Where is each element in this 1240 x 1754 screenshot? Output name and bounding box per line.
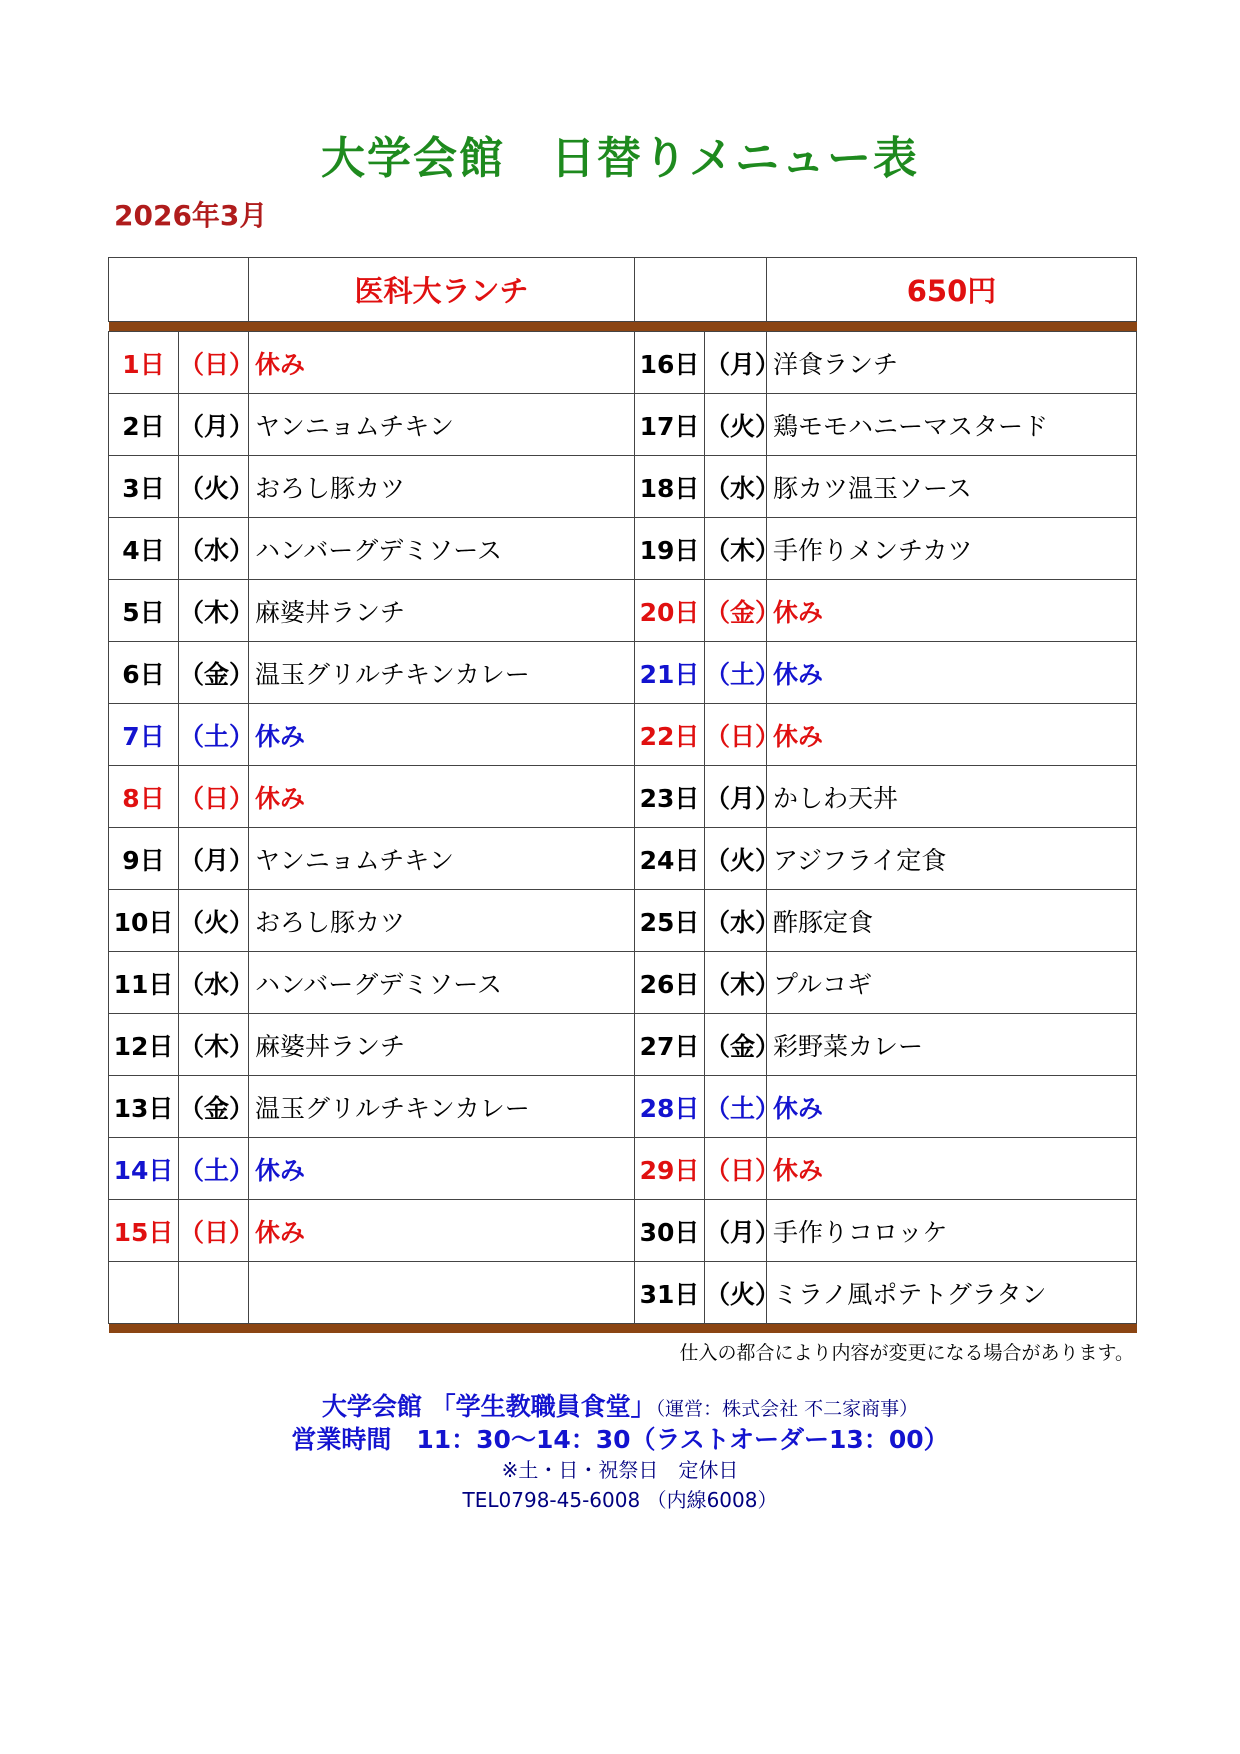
table-row xyxy=(109,1262,1137,1324)
weekday-cell: （水） xyxy=(179,518,249,580)
table-row xyxy=(109,456,1137,518)
table-row xyxy=(109,766,1137,828)
day-cell: 12日 xyxy=(109,1014,179,1076)
table-row xyxy=(109,642,1137,704)
day-cell: 11日 xyxy=(109,952,179,1014)
day-cell: 22日 xyxy=(635,704,705,766)
weekday-cell: （土） xyxy=(705,1076,767,1138)
menu-table xyxy=(108,257,1137,1333)
weekday-cell: （火） xyxy=(705,828,767,890)
weekday-cell: （月） xyxy=(705,1200,767,1262)
day-cell: 29日 xyxy=(635,1138,705,1200)
weekday-cell xyxy=(179,1262,249,1324)
menu-cell: おろし豚カツ xyxy=(249,890,635,952)
weekday-cell: （木） xyxy=(179,1014,249,1076)
menu-cell: プルコギ xyxy=(767,952,1137,1014)
closed-days: ※土・日・祝祭日 定休日 xyxy=(501,1458,739,1482)
weekday-cell: （日） xyxy=(705,1138,767,1200)
day-cell: 24日 xyxy=(635,828,705,890)
weekday-cell: （日） xyxy=(705,704,767,766)
footer-brown-band xyxy=(109,1324,1137,1334)
weekday-cell: （火） xyxy=(179,456,249,518)
menu-cell: 手作りコロッケ xyxy=(767,1200,1137,1262)
menu-cell: ハンバーグデミソース xyxy=(249,952,635,1014)
day-cell: 31日 xyxy=(635,1262,705,1324)
weekday-cell: （月） xyxy=(179,394,249,456)
header-price: 650円 xyxy=(767,258,1137,322)
day-cell: 9日 xyxy=(109,828,179,890)
business-hours: 営業時間 11：30～14：30（ラストオーダー13：00） xyxy=(291,1425,949,1454)
table-row xyxy=(109,1200,1137,1262)
page-title: 大学会館 日替りメニュー表 xyxy=(321,133,919,184)
table-row xyxy=(109,704,1137,766)
table-row xyxy=(109,1014,1137,1076)
menu-cell: かしわ天丼 xyxy=(767,766,1137,828)
weekday-cell: （土） xyxy=(705,642,767,704)
weekday-cell: （木） xyxy=(705,518,767,580)
weekday-cell: （金） xyxy=(705,1014,767,1076)
menu-cell: 休み xyxy=(767,642,1137,704)
menu-cell: 休み xyxy=(767,580,1137,642)
weekday-cell: （土） xyxy=(179,1138,249,1200)
operator-name: （運営：株式会社 不二家商事） xyxy=(655,1398,919,1420)
table-row xyxy=(109,890,1137,952)
day-cell: 20日 xyxy=(635,580,705,642)
weekday-cell: （金） xyxy=(705,580,767,642)
day-cell: 15日 xyxy=(109,1200,179,1262)
weekday-cell: （水） xyxy=(179,952,249,1014)
day-cell: 4日 xyxy=(109,518,179,580)
menu-cell: 酢豚定食 xyxy=(767,890,1137,952)
day-cell: 1日 xyxy=(109,332,179,394)
day-cell: 2日 xyxy=(109,394,179,456)
weekday-cell: （金） xyxy=(179,642,249,704)
header-menu-name: 医科大ランチ xyxy=(249,258,635,322)
weekday-cell: （水） xyxy=(705,890,767,952)
day-cell: 17日 xyxy=(635,394,705,456)
header-blank-cell xyxy=(109,258,249,322)
day-cell: 23日 xyxy=(635,766,705,828)
day-cell: 3日 xyxy=(109,456,179,518)
day-cell: 19日 xyxy=(635,518,705,580)
day-cell: 27日 xyxy=(635,1014,705,1076)
telephone: TEL0798-45-6008 （内線6008） xyxy=(462,1488,778,1512)
menu-cell: 休み xyxy=(249,766,635,828)
menu-cell: 休み xyxy=(767,704,1137,766)
weekday-cell: （火） xyxy=(179,890,249,952)
footer xyxy=(0,1392,1240,1515)
table-row xyxy=(109,1138,1137,1200)
table-header-row xyxy=(109,258,1137,322)
menu-cell: 鶏モモハニーマスタード xyxy=(767,394,1137,456)
menu-cell: 彩野菜カレー xyxy=(767,1014,1137,1076)
day-cell: 7日 xyxy=(109,704,179,766)
day-cell: 13日 xyxy=(109,1076,179,1138)
weekday-cell: （火） xyxy=(705,394,767,456)
weekday-cell: （月） xyxy=(705,766,767,828)
menu-cell: 洋食ランチ xyxy=(767,332,1137,394)
menu-cell: 温玉グリルチキンカレー xyxy=(249,642,635,704)
weekday-cell: （日） xyxy=(179,766,249,828)
day-cell: 10日 xyxy=(109,890,179,952)
band-cell xyxy=(109,322,1137,332)
weekday-cell: （月） xyxy=(705,332,767,394)
day-cell: 6日 xyxy=(109,642,179,704)
header-brown-band xyxy=(109,322,1137,332)
day-cell xyxy=(109,1262,179,1324)
menu-cell: 豚カツ温玉ソース xyxy=(767,456,1137,518)
day-cell: 8日 xyxy=(109,766,179,828)
day-cell: 18日 xyxy=(635,456,705,518)
day-cell: 14日 xyxy=(109,1138,179,1200)
header-blank-cell xyxy=(635,258,767,322)
table-row xyxy=(109,1076,1137,1138)
menu-cell: おろし豚カツ xyxy=(249,456,635,518)
weekday-cell: （金） xyxy=(179,1076,249,1138)
day-cell: 16日 xyxy=(635,332,705,394)
day-cell: 5日 xyxy=(109,580,179,642)
table-row xyxy=(109,394,1137,456)
weekday-cell: （月） xyxy=(179,828,249,890)
day-cell: 30日 xyxy=(635,1200,705,1262)
menu-cell: アジフライ定食 xyxy=(767,828,1137,890)
footer-venue-line xyxy=(0,1392,1240,1425)
day-cell: 25日 xyxy=(635,890,705,952)
weekday-cell: （土） xyxy=(179,704,249,766)
menu-cell: 手作りメンチカツ xyxy=(767,518,1137,580)
table-row xyxy=(109,952,1137,1014)
menu-cell: 休み xyxy=(767,1138,1137,1200)
change-notice: 仕入の都合により内容が変更になる場合があります。 xyxy=(679,1342,1134,1364)
weekday-cell: （火） xyxy=(705,1262,767,1324)
menu-cell: 休み xyxy=(249,1200,635,1262)
weekday-cell: （日） xyxy=(179,332,249,394)
menu-cell: ヤンニョムチキン xyxy=(249,828,635,890)
menu-cell: 休み xyxy=(249,332,635,394)
day-cell: 26日 xyxy=(635,952,705,1014)
menu-cell: 休み xyxy=(767,1076,1137,1138)
month-label: 2026年3月 xyxy=(114,199,268,232)
menu-cell xyxy=(249,1262,635,1324)
day-cell: 28日 xyxy=(635,1076,705,1138)
menu-cell: ミラノ風ポテトグラタン xyxy=(767,1262,1137,1324)
menu-cell: ハンバーグデミソース xyxy=(249,518,635,580)
weekday-cell: （日） xyxy=(179,1200,249,1262)
table-row xyxy=(109,332,1137,394)
menu-cell: 温玉グリルチキンカレー xyxy=(249,1076,635,1138)
venue-name: 大学会館 「学生教職員食堂」 xyxy=(321,1392,656,1421)
menu-cell: 休み xyxy=(249,1138,635,1200)
menu-cell: 休み xyxy=(249,704,635,766)
weekday-cell: （水） xyxy=(705,456,767,518)
menu-cell: 麻婆丼ランチ xyxy=(249,580,635,642)
day-cell: 21日 xyxy=(635,642,705,704)
table-row xyxy=(109,580,1137,642)
weekday-cell: （木） xyxy=(179,580,249,642)
band-cell xyxy=(109,1324,1137,1334)
menu-cell: 麻婆丼ランチ xyxy=(249,1014,635,1076)
weekday-cell: （木） xyxy=(705,952,767,1014)
table-row xyxy=(109,828,1137,890)
menu-cell: ヤンニョムチキン xyxy=(249,394,635,456)
table-row xyxy=(109,518,1137,580)
